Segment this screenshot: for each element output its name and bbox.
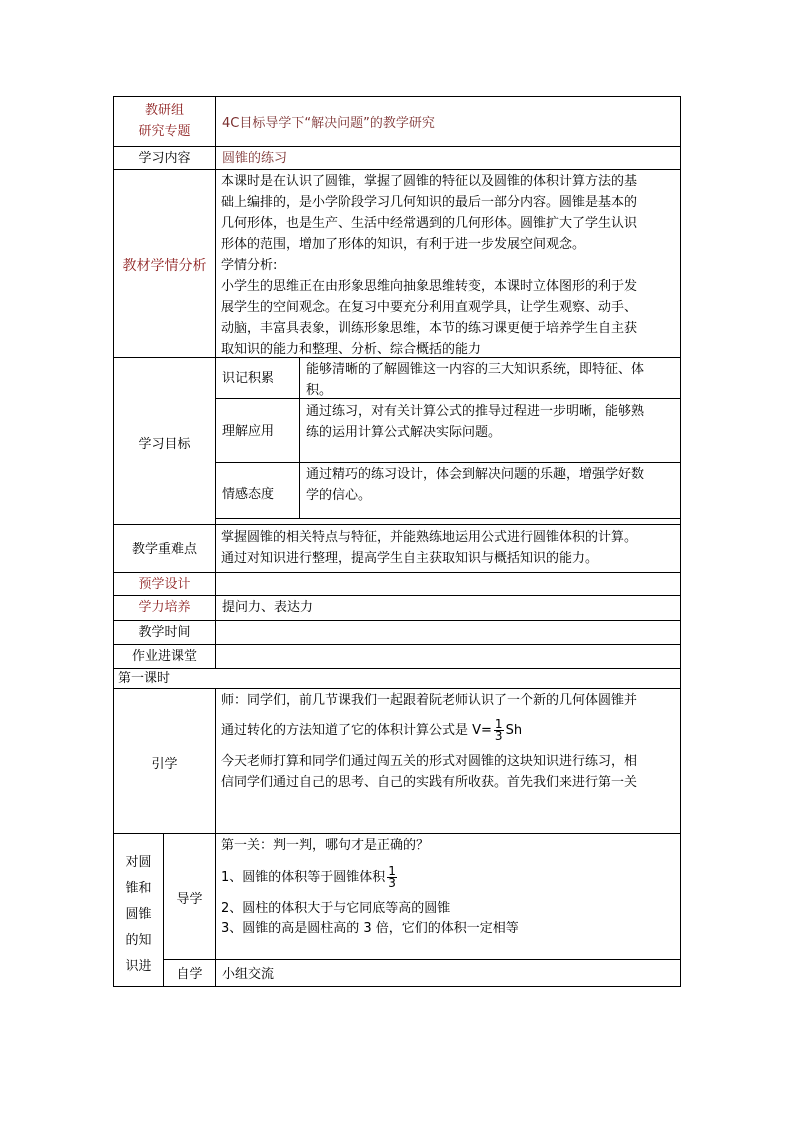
analysis-line: 础上编排的，是小学阶段学习几何知识的最后一部分内容。圆锥是基本的 xyxy=(221,195,638,210)
lesson-title: 第一课时 xyxy=(118,671,171,686)
keypoints-label: 教学重难点 xyxy=(131,542,197,557)
guide-title: 第一关：判一判，哪句才是正确的？ xyxy=(221,838,430,853)
goals-label: 学习目标 xyxy=(138,437,191,452)
goal-text-memory: 能够清晰的了解圆锥这一内容的三大知识系统，即特征、体 积。 xyxy=(306,362,645,398)
keypoints-text: 掌握圆锥的相关特点与特征，并能熟练地运用公式进行圆锥体积的计算。 通过对知识进行整理，提高学生自主获取知识与概括知识的能力。 xyxy=(221,530,638,566)
goal-name-attitude: 情感态度 xyxy=(222,487,275,502)
learning-content-value: 圆锥的练习 xyxy=(222,151,288,166)
research-topic: 4C目标导学下“解决问题”的教学研究 xyxy=(222,116,435,131)
goal-text-attitude: 通过精巧的练习设计，体会到解决问题的乐趣，增强学好数 学的信心。 xyxy=(306,467,645,503)
self-study-value: 小组交流 xyxy=(222,967,275,982)
section-label: 对圆 锥和 圆锥 的知 识进 xyxy=(125,855,152,974)
analysis-line: 几何形体，也是生产、生活中经常遇到的几何形体。圆锥扩大了学生认识 xyxy=(221,216,638,231)
goal-name-application: 理解应用 xyxy=(222,424,275,439)
guide-label: 导学 xyxy=(176,892,203,907)
fraction-one-third: $\frac{1}{3}$ xyxy=(388,863,396,890)
analysis-line: 小学生的思维正在由形象思维向抽象思维转变，本课时立体图形的利于发 xyxy=(221,279,638,294)
research-group-label: 教研组 研究专题 xyxy=(138,103,191,139)
fraction-one-third: $\frac{1}{3}$ xyxy=(494,716,503,743)
ability-value: 提问力、表达力 xyxy=(222,600,314,615)
intro-formula-line: 通过转化的方法知道了它的体积计算公式是 V= $\frac{1}{3}$ Sh xyxy=(221,716,523,743)
analysis-text xyxy=(221,171,679,360)
presign-label: 预学设计 xyxy=(138,577,191,592)
analysis-line: 动脑，丰富具表象，训练形象思维，本节的练习课更便于培养学生自主获 xyxy=(221,321,638,336)
ability-label: 学力培养 xyxy=(138,600,191,615)
intro-line-1: 师：同学们，前几节课我们一起跟着阮老师认识了一个新的几何体圆锥并 xyxy=(221,693,638,708)
analysis-line: 本课时是在认识了圆锥，掌握了圆锥的特征以及圆锥的体积计算方法的基 xyxy=(221,174,638,189)
self-study-label: 自学 xyxy=(176,967,203,982)
goal-text-application: 通过练习，对有关计算公式的推导过程进一步明晰，能够熟 练的运用计算公式解决实际问题。 xyxy=(306,404,645,440)
intro-line-3: 今天老师打算和同学们通过闯五关的形式对圆锥的这块知识进行练习，相 xyxy=(221,754,638,769)
intro-label: 引学 xyxy=(151,757,178,772)
guide-question-2: 2、圆柱的体积大于与它同底等高的圆锥 xyxy=(221,901,451,916)
intro-line-4: 信同学们通过自己的思考、自己的实践有所收获。首先我们来进行第一关 xyxy=(221,775,638,790)
guide-question-3: 3、圆锥的高是圆柱高的 3 倍，它们的体积一定相等 xyxy=(221,921,519,936)
goal-name-memory: 识记积累 xyxy=(222,371,275,386)
homework-label: 作业进课堂 xyxy=(131,649,197,664)
analysis-line: 形体的范围，增加了形体的知识，有利于进一步发展空间观念。 xyxy=(221,237,586,252)
analysis-line: 取知识的能力和整理、分析、综合概括的能力 xyxy=(221,342,482,357)
analysis-label: 教材学情分析 xyxy=(122,258,207,274)
guide-question-1: 1、圆锥的体积等于圆锥体积 $\frac{1}{3}$ xyxy=(221,863,396,890)
analysis-line: 学情分析: xyxy=(221,258,278,273)
time-label: 教学时间 xyxy=(138,625,191,640)
analysis-line: 展学生的空间观念。在复习中要充分利用直观学具，让学生观察、动手、 xyxy=(221,300,638,315)
learning-content-label: 学习内容 xyxy=(138,151,191,166)
